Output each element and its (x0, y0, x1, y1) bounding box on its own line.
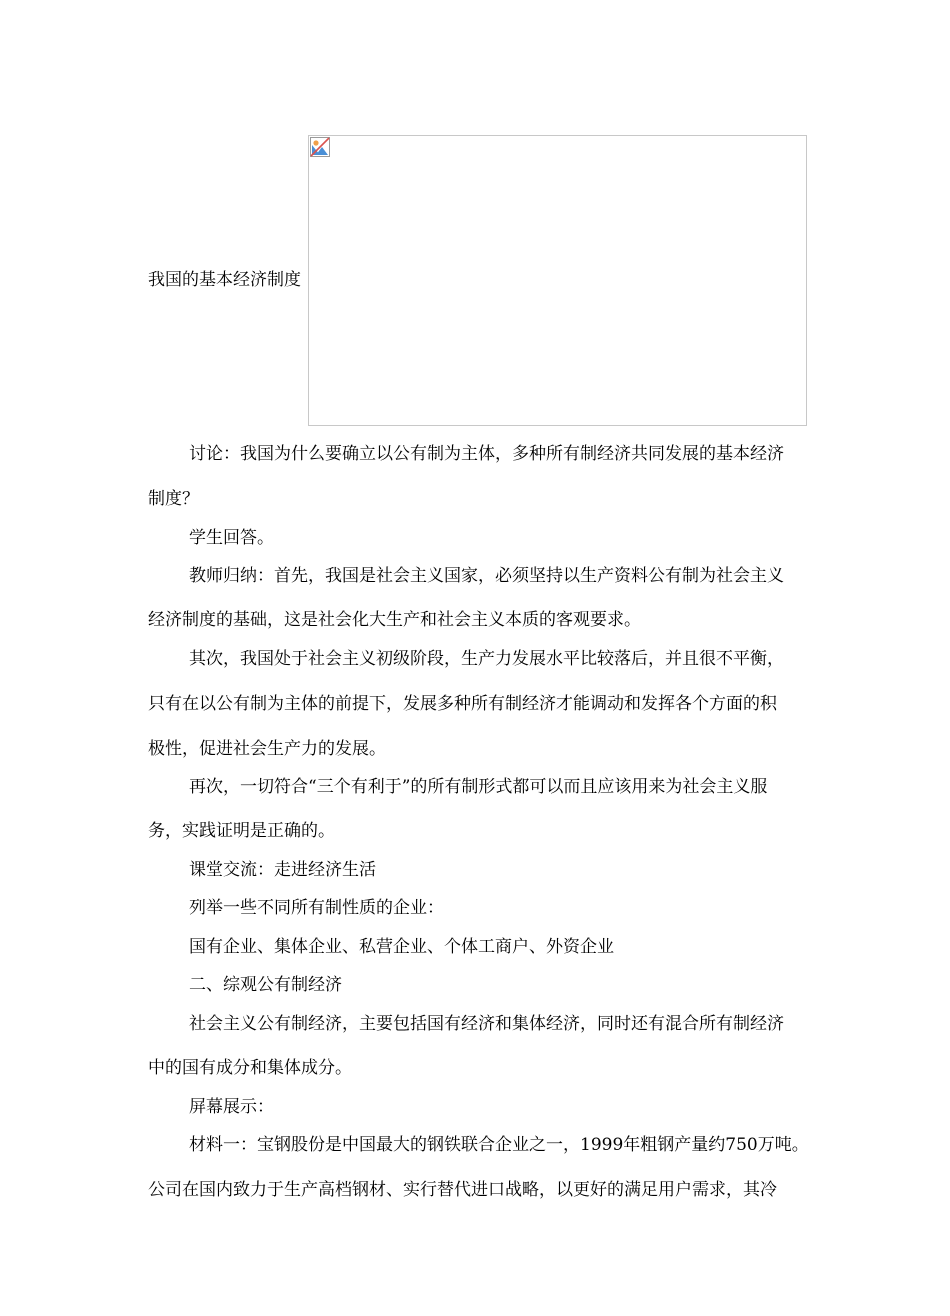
paragraph-line: 社会主义公有制经济，主要包括国有经济和集体经济，同时还有混合所有制经济 (189, 1014, 784, 1034)
paragraph-line: 只有在以公有制为主体的前提下，发展多种所有制经济才能调动和发挥各个方面的积 (148, 694, 777, 714)
paragraph-line: 材料一：宝钢股份是中国最大的钢铁联合企业之一，1999年粗钢产量约750万吨。 (189, 1135, 809, 1155)
paragraph-line: 其次，我国处于社会主义初级阶段，生产力发展水平比较落后，并且很不平衡， (189, 649, 784, 669)
paragraph-line: 课堂交流：走进经济生活 (189, 860, 376, 880)
paragraph-line: 再次，一切符合“三个有利于”的所有制形式都可以而且应该用来为社会主义服 (189, 777, 768, 797)
paragraph-line: 讨论：我国为什么要确立以公有制为主体，多种所有制经济共同发展的基本经济 (189, 444, 784, 464)
paragraph-line: 务，实践证明是正确的。 (148, 821, 335, 841)
paragraph-line: 公司在国内致力于生产高档钢材、实行替代进口战略，以更好的满足用户需求，其冷 (148, 1180, 777, 1200)
section-heading: 二、综观公有制经济 (189, 975, 342, 995)
paragraph-line: 国有企业、集体企业、私营企业、个体工商户、外资企业 (189, 937, 614, 957)
paragraph-line: 屏幕展示： (189, 1097, 274, 1117)
diagram-label: 我国的基本经济制度 (148, 270, 301, 290)
paragraph-line: 极性，促进社会生产力的发展。 (148, 739, 386, 759)
paragraph-line: 经济制度的基础，这是社会化大生产和社会主义本质的客观要求。 (148, 610, 641, 630)
paragraph-line: 制度？ (148, 489, 199, 509)
diagram-image-placeholder (308, 135, 807, 426)
paragraph-line: 学生回答。 (189, 528, 274, 548)
broken-image-icon (310, 137, 330, 157)
paragraph-line: 中的国有成分和集体成分。 (148, 1058, 352, 1078)
paragraph-line: 列举一些不同所有制性质的企业： (189, 898, 444, 918)
paragraph-line: 教师归纳：首先，我国是社会主义国家，必须坚持以生产资料公有制为社会主义 (189, 566, 784, 586)
